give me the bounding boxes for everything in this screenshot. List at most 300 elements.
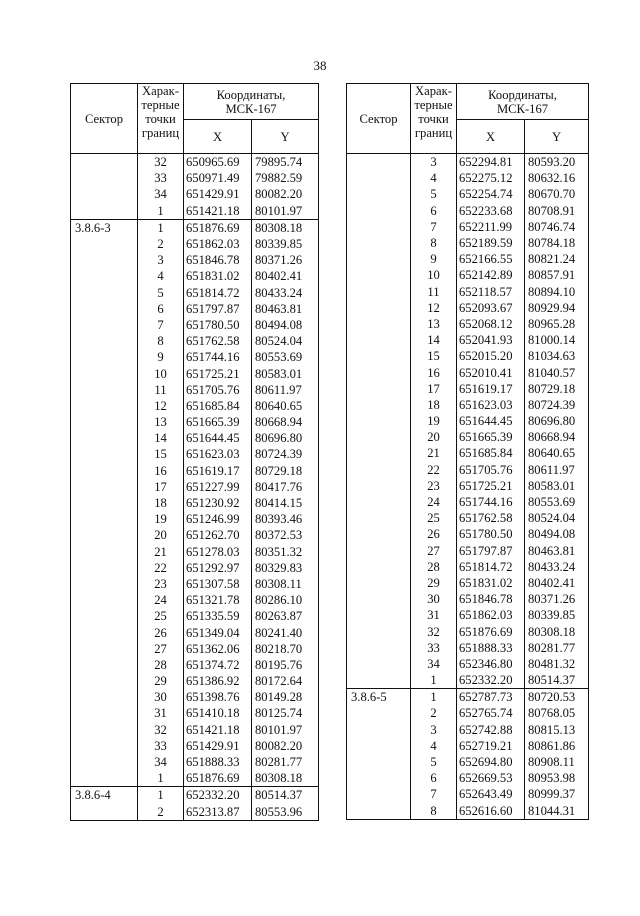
table-row bbox=[347, 170, 589, 186]
y-coordinate-cell: 80670.70 bbox=[525, 186, 589, 202]
x-coordinate-cell: 651846.78 bbox=[457, 591, 525, 607]
y-coordinate-cell: 80514.37 bbox=[525, 672, 589, 689]
y-coordinate-cell: 80729.18 bbox=[252, 463, 319, 479]
sector-cell bbox=[347, 397, 411, 413]
point-cell: 7 bbox=[411, 786, 457, 802]
point-cell: 33 bbox=[138, 738, 184, 754]
table-row bbox=[347, 689, 589, 706]
point-cell: 14 bbox=[138, 430, 184, 446]
point-cell: 18 bbox=[138, 495, 184, 511]
table-row bbox=[347, 656, 589, 672]
point-cell: 33 bbox=[138, 170, 184, 186]
sector-cell bbox=[347, 559, 411, 575]
point-cell: 1 bbox=[138, 770, 184, 787]
y-coordinate-cell: 80101.97 bbox=[252, 203, 319, 220]
header-y: Y bbox=[252, 120, 319, 154]
x-coordinate-cell: 651398.76 bbox=[184, 689, 252, 705]
point-cell: 8 bbox=[411, 803, 457, 820]
y-coordinate-cell: 80668.94 bbox=[252, 414, 319, 430]
table-row bbox=[347, 591, 589, 607]
x-coordinate-cell: 652346.80 bbox=[457, 656, 525, 672]
table-row bbox=[71, 285, 319, 301]
table-row bbox=[71, 463, 319, 479]
x-coordinate-cell: 652166.55 bbox=[457, 251, 525, 267]
y-coordinate-cell: 80371.26 bbox=[525, 591, 589, 607]
header-points-line: точки bbox=[145, 112, 176, 126]
table-row bbox=[347, 381, 589, 397]
x-coordinate-cell: 651374.72 bbox=[184, 657, 252, 673]
table-row bbox=[71, 430, 319, 446]
x-coordinate-cell: 651814.72 bbox=[184, 285, 252, 301]
y-coordinate-cell: 80524.04 bbox=[252, 333, 319, 349]
point-cell: 33 bbox=[411, 640, 457, 656]
y-coordinate-cell: 80402.41 bbox=[525, 575, 589, 591]
table-row bbox=[71, 203, 319, 220]
point-cell: 27 bbox=[411, 543, 457, 559]
table-row bbox=[71, 592, 319, 608]
point-cell: 12 bbox=[138, 398, 184, 414]
x-coordinate-cell: 651725.21 bbox=[457, 478, 525, 494]
y-coordinate-cell: 79895.74 bbox=[252, 154, 319, 171]
point-cell: 16 bbox=[138, 463, 184, 479]
header-x: X bbox=[184, 120, 252, 154]
point-cell: 32 bbox=[138, 722, 184, 738]
x-coordinate-cell: 651797.87 bbox=[184, 301, 252, 317]
table-row bbox=[347, 575, 589, 591]
header-points-line: Харак- bbox=[415, 84, 452, 98]
point-cell: 1 bbox=[138, 203, 184, 220]
x-coordinate-cell: 652068.12 bbox=[457, 316, 525, 332]
y-coordinate-cell: 80640.65 bbox=[252, 398, 319, 414]
table-row bbox=[347, 526, 589, 542]
y-coordinate-cell: 80583.01 bbox=[252, 365, 319, 381]
table-row bbox=[347, 251, 589, 267]
point-cell: 18 bbox=[411, 397, 457, 413]
x-coordinate-cell: 652233.68 bbox=[457, 203, 525, 219]
table-row bbox=[347, 754, 589, 770]
point-cell: 26 bbox=[411, 526, 457, 542]
x-coordinate-cell: 651321.78 bbox=[184, 592, 252, 608]
sector-cell bbox=[71, 333, 138, 349]
sector-cell bbox=[347, 722, 411, 738]
sector-cell bbox=[71, 608, 138, 624]
point-cell: 20 bbox=[411, 429, 457, 445]
table-row bbox=[71, 641, 319, 657]
x-coordinate-cell: 651421.18 bbox=[184, 203, 252, 220]
sector-cell bbox=[347, 170, 411, 186]
sector-cell bbox=[71, 285, 138, 301]
header-points-line: границ bbox=[141, 126, 180, 140]
table-row bbox=[347, 510, 589, 526]
sector-cell bbox=[71, 268, 138, 284]
y-coordinate-cell: 80696.80 bbox=[525, 413, 589, 429]
point-cell: 15 bbox=[138, 446, 184, 462]
point-cell: 11 bbox=[138, 382, 184, 398]
y-coordinate-cell: 80339.85 bbox=[525, 607, 589, 623]
y-coordinate-cell: 80729.18 bbox=[525, 381, 589, 397]
point-cell: 26 bbox=[138, 624, 184, 640]
y-coordinate-cell: 80101.97 bbox=[252, 722, 319, 738]
sector-cell bbox=[347, 154, 411, 171]
y-coordinate-cell: 80965.28 bbox=[525, 316, 589, 332]
sector-cell bbox=[347, 607, 411, 623]
y-coordinate-cell: 80720.53 bbox=[525, 689, 589, 706]
sector-cell bbox=[71, 414, 138, 430]
point-cell: 1 bbox=[138, 219, 184, 236]
x-coordinate-cell: 651685.84 bbox=[457, 445, 525, 461]
x-coordinate-cell: 651362.06 bbox=[184, 641, 252, 657]
table-row bbox=[347, 316, 589, 332]
sector-cell bbox=[347, 284, 411, 300]
table-body bbox=[71, 154, 319, 821]
y-coordinate-cell: 79882.59 bbox=[252, 170, 319, 186]
point-cell: 9 bbox=[138, 349, 184, 365]
point-cell: 17 bbox=[411, 381, 457, 397]
table-row bbox=[347, 462, 589, 478]
y-coordinate-cell: 80724.39 bbox=[252, 446, 319, 462]
y-coordinate-cell: 80082.20 bbox=[252, 738, 319, 754]
sector-cell bbox=[71, 186, 138, 202]
point-cell: 13 bbox=[411, 316, 457, 332]
x-coordinate-cell: 652332.20 bbox=[184, 787, 252, 804]
x-coordinate-cell: 651623.03 bbox=[457, 397, 525, 413]
sector-cell bbox=[347, 738, 411, 754]
x-coordinate-cell: 651665.39 bbox=[184, 414, 252, 430]
sector-cell bbox=[71, 657, 138, 673]
point-cell: 17 bbox=[138, 479, 184, 495]
y-coordinate-cell: 80414.15 bbox=[252, 495, 319, 511]
table-row bbox=[347, 203, 589, 219]
point-cell: 9 bbox=[411, 251, 457, 267]
x-coordinate-cell: 652015.20 bbox=[457, 348, 525, 364]
sector-cell bbox=[71, 576, 138, 592]
table-row bbox=[71, 738, 319, 754]
sector-cell bbox=[71, 301, 138, 317]
x-coordinate-cell: 650965.69 bbox=[184, 154, 252, 171]
point-cell: 28 bbox=[411, 559, 457, 575]
table-header bbox=[347, 84, 589, 154]
table-row bbox=[347, 623, 589, 639]
x-coordinate-cell: 651386.92 bbox=[184, 673, 252, 689]
sector-cell bbox=[71, 317, 138, 333]
point-cell: 25 bbox=[138, 608, 184, 624]
point-cell: 24 bbox=[411, 494, 457, 510]
sector-cell bbox=[71, 170, 138, 186]
point-cell: 12 bbox=[411, 300, 457, 316]
y-coordinate-cell: 80372.53 bbox=[252, 527, 319, 543]
sector-cell bbox=[347, 300, 411, 316]
table-row bbox=[347, 348, 589, 364]
x-coordinate-cell: 651725.21 bbox=[184, 365, 252, 381]
x-coordinate-cell: 651644.45 bbox=[184, 430, 252, 446]
sector-cell: 3.8.6-3 bbox=[71, 219, 138, 236]
table-row bbox=[71, 268, 319, 284]
sector-cell bbox=[71, 349, 138, 365]
y-coordinate-cell: 80668.94 bbox=[525, 429, 589, 445]
table-row bbox=[71, 804, 319, 821]
y-coordinate-cell: 80640.65 bbox=[525, 445, 589, 461]
sector-cell bbox=[347, 640, 411, 656]
point-cell: 2 bbox=[138, 236, 184, 252]
x-coordinate-cell: 651227.99 bbox=[184, 479, 252, 495]
header-coords-line: МСК-167 bbox=[496, 101, 549, 116]
x-coordinate-cell: 651762.58 bbox=[184, 333, 252, 349]
point-cell: 6 bbox=[138, 301, 184, 317]
table-row bbox=[71, 365, 319, 381]
point-cell: 21 bbox=[138, 544, 184, 560]
sector-cell bbox=[71, 430, 138, 446]
y-coordinate-cell: 80821.24 bbox=[525, 251, 589, 267]
x-coordinate-cell: 652694.80 bbox=[457, 754, 525, 770]
point-cell: 2 bbox=[411, 705, 457, 721]
sector-cell bbox=[347, 526, 411, 542]
x-coordinate-cell: 652765.74 bbox=[457, 705, 525, 721]
table-row bbox=[71, 398, 319, 414]
sector-cell: 3.8.6-4 bbox=[71, 787, 138, 804]
point-cell: 34 bbox=[411, 656, 457, 672]
x-coordinate-cell: 652254.74 bbox=[457, 186, 525, 202]
sector-cell bbox=[347, 186, 411, 202]
y-coordinate-cell: 80351.32 bbox=[252, 544, 319, 560]
table-row bbox=[347, 770, 589, 786]
sector-cell bbox=[71, 544, 138, 560]
header-y: Y bbox=[525, 120, 589, 154]
y-coordinate-cell: 80263.87 bbox=[252, 608, 319, 624]
point-cell: 6 bbox=[411, 770, 457, 786]
table-row bbox=[347, 267, 589, 283]
x-coordinate-cell: 651862.03 bbox=[457, 607, 525, 623]
x-coordinate-cell: 652313.87 bbox=[184, 804, 252, 821]
table-row bbox=[71, 689, 319, 705]
point-cell: 31 bbox=[138, 705, 184, 721]
y-coordinate-cell: 80195.76 bbox=[252, 657, 319, 673]
sector-cell bbox=[347, 413, 411, 429]
y-coordinate-cell: 80708.91 bbox=[525, 203, 589, 219]
y-coordinate-cell: 80218.70 bbox=[252, 641, 319, 657]
table-row bbox=[71, 236, 319, 252]
sector-cell bbox=[347, 429, 411, 445]
point-cell: 27 bbox=[138, 641, 184, 657]
y-coordinate-cell: 81044.31 bbox=[525, 803, 589, 820]
table-row bbox=[71, 673, 319, 689]
x-coordinate-cell: 652332.20 bbox=[457, 672, 525, 689]
sector-cell bbox=[71, 463, 138, 479]
x-coordinate-cell: 651644.45 bbox=[457, 413, 525, 429]
point-cell: 15 bbox=[411, 348, 457, 364]
y-coordinate-cell: 80908.11 bbox=[525, 754, 589, 770]
page-number: 38 bbox=[313, 58, 327, 73]
x-coordinate-cell: 652742.88 bbox=[457, 722, 525, 738]
y-coordinate-cell: 80894.10 bbox=[525, 284, 589, 300]
x-coordinate-cell: 652041.93 bbox=[457, 332, 525, 348]
point-cell: 21 bbox=[411, 445, 457, 461]
x-coordinate-cell: 651623.03 bbox=[184, 446, 252, 462]
table-row bbox=[71, 754, 319, 770]
y-coordinate-cell: 80463.81 bbox=[525, 543, 589, 559]
table-row bbox=[347, 235, 589, 251]
point-cell: 34 bbox=[138, 754, 184, 770]
x-coordinate-cell: 651831.02 bbox=[457, 575, 525, 591]
table-row bbox=[71, 560, 319, 576]
point-cell: 4 bbox=[411, 738, 457, 754]
x-coordinate-cell: 651665.39 bbox=[457, 429, 525, 445]
point-cell: 4 bbox=[411, 170, 457, 186]
point-cell: 3 bbox=[138, 252, 184, 268]
x-coordinate-cell: 650971.49 bbox=[184, 170, 252, 186]
point-cell: 25 bbox=[411, 510, 457, 526]
sector-cell bbox=[347, 219, 411, 235]
sector-cell bbox=[71, 641, 138, 657]
point-cell: 10 bbox=[411, 267, 457, 283]
x-coordinate-cell: 651876.69 bbox=[184, 770, 252, 787]
point-cell: 1 bbox=[411, 689, 457, 706]
table-row bbox=[71, 511, 319, 527]
sector-cell bbox=[71, 527, 138, 543]
sector-cell bbox=[71, 495, 138, 511]
sector-cell bbox=[71, 365, 138, 381]
table-row bbox=[347, 607, 589, 623]
point-cell: 8 bbox=[138, 333, 184, 349]
sector-cell bbox=[347, 623, 411, 639]
sector-cell bbox=[347, 381, 411, 397]
point-cell: 23 bbox=[138, 576, 184, 592]
table-row bbox=[347, 219, 589, 235]
x-coordinate-cell: 651814.72 bbox=[457, 559, 525, 575]
header-coords-line: МСК-167 bbox=[225, 101, 277, 116]
y-coordinate-cell: 80417.76 bbox=[252, 479, 319, 495]
x-coordinate-cell: 652189.59 bbox=[457, 235, 525, 251]
x-coordinate-cell: 652142.89 bbox=[457, 267, 525, 283]
y-coordinate-cell: 80784.18 bbox=[525, 235, 589, 251]
point-cell: 4 bbox=[138, 268, 184, 284]
header-coords-line: Координаты, bbox=[488, 87, 557, 102]
y-coordinate-cell: 80514.37 bbox=[252, 787, 319, 804]
x-coordinate-cell: 652643.49 bbox=[457, 786, 525, 802]
coordinates-table-right bbox=[346, 83, 589, 820]
table-row bbox=[71, 414, 319, 430]
table-row bbox=[71, 657, 319, 673]
sector-cell bbox=[71, 511, 138, 527]
y-coordinate-cell: 80125.74 bbox=[252, 705, 319, 721]
table-row bbox=[71, 576, 319, 592]
point-cell: 11 bbox=[411, 284, 457, 300]
y-coordinate-cell: 80308.18 bbox=[252, 770, 319, 787]
sector-cell bbox=[71, 592, 138, 608]
x-coordinate-cell: 652787.73 bbox=[457, 689, 525, 706]
sector-cell bbox=[347, 203, 411, 219]
x-coordinate-cell: 651762.58 bbox=[457, 510, 525, 526]
x-coordinate-cell: 651292.97 bbox=[184, 560, 252, 576]
table-row bbox=[347, 332, 589, 348]
x-coordinate-cell: 651705.76 bbox=[184, 382, 252, 398]
y-coordinate-cell: 80082.20 bbox=[252, 186, 319, 202]
table-row bbox=[347, 640, 589, 656]
x-coordinate-cell: 651846.78 bbox=[184, 252, 252, 268]
sector-cell bbox=[347, 348, 411, 364]
x-coordinate-cell: 651888.33 bbox=[184, 754, 252, 770]
header-points-line: терные bbox=[141, 98, 180, 112]
x-coordinate-cell: 651619.17 bbox=[184, 463, 252, 479]
y-coordinate-cell: 80724.39 bbox=[525, 397, 589, 413]
point-cell: 3 bbox=[411, 722, 457, 738]
x-coordinate-cell: 652719.21 bbox=[457, 738, 525, 754]
point-cell: 24 bbox=[138, 592, 184, 608]
y-coordinate-cell: 80524.04 bbox=[525, 510, 589, 526]
x-coordinate-cell: 652275.12 bbox=[457, 170, 525, 186]
point-cell: 32 bbox=[138, 154, 184, 171]
table-row bbox=[71, 527, 319, 543]
y-coordinate-cell: 80696.80 bbox=[252, 430, 319, 446]
y-coordinate-cell: 80929.94 bbox=[525, 300, 589, 316]
y-coordinate-cell: 80553.96 bbox=[252, 804, 319, 821]
y-coordinate-cell: 81040.57 bbox=[525, 364, 589, 380]
point-cell: 7 bbox=[411, 219, 457, 235]
table-row bbox=[347, 705, 589, 721]
x-coordinate-cell: 652118.57 bbox=[457, 284, 525, 300]
x-coordinate-cell: 651744.16 bbox=[457, 494, 525, 510]
x-coordinate-cell: 651780.50 bbox=[184, 317, 252, 333]
y-coordinate-cell: 80281.77 bbox=[525, 640, 589, 656]
y-coordinate-cell: 80393.46 bbox=[252, 511, 319, 527]
y-coordinate-cell: 80999.37 bbox=[525, 786, 589, 802]
table-row bbox=[347, 494, 589, 510]
y-coordinate-cell: 80149.28 bbox=[252, 689, 319, 705]
point-cell: 5 bbox=[138, 285, 184, 301]
sector-cell bbox=[71, 770, 138, 787]
sector-cell bbox=[347, 543, 411, 559]
sector-cell bbox=[71, 252, 138, 268]
x-coordinate-cell: 651888.33 bbox=[457, 640, 525, 656]
sector-cell bbox=[347, 803, 411, 820]
sector-cell bbox=[347, 672, 411, 689]
sector-cell bbox=[347, 462, 411, 478]
point-cell: 31 bbox=[411, 607, 457, 623]
header-coords-line: Координаты, bbox=[216, 87, 286, 102]
y-coordinate-cell: 80953.98 bbox=[525, 770, 589, 786]
point-cell: 7 bbox=[138, 317, 184, 333]
y-coordinate-cell: 80815.13 bbox=[525, 722, 589, 738]
y-coordinate-cell: 80861.86 bbox=[525, 738, 589, 754]
y-coordinate-cell: 80241.40 bbox=[252, 624, 319, 640]
header-x: X bbox=[457, 120, 525, 154]
x-coordinate-cell: 652294.81 bbox=[457, 154, 525, 171]
y-coordinate-cell: 81000.14 bbox=[525, 332, 589, 348]
sector-cell bbox=[347, 656, 411, 672]
y-coordinate-cell: 80329.83 bbox=[252, 560, 319, 576]
sector-cell bbox=[71, 754, 138, 770]
y-coordinate-cell: 80463.81 bbox=[252, 301, 319, 317]
x-coordinate-cell: 651246.99 bbox=[184, 511, 252, 527]
point-cell: 34 bbox=[138, 186, 184, 202]
table-row bbox=[71, 349, 319, 365]
y-coordinate-cell: 80583.01 bbox=[525, 478, 589, 494]
x-coordinate-cell: 651862.03 bbox=[184, 236, 252, 252]
table-row bbox=[347, 803, 589, 820]
table-row bbox=[71, 608, 319, 624]
table-row bbox=[71, 787, 319, 804]
y-coordinate-cell: 80611.97 bbox=[525, 462, 589, 478]
point-cell: 1 bbox=[411, 672, 457, 689]
table-row bbox=[347, 559, 589, 575]
table-row bbox=[347, 478, 589, 494]
y-coordinate-cell: 80308.18 bbox=[252, 219, 319, 236]
table-row bbox=[71, 705, 319, 721]
sector-cell bbox=[347, 591, 411, 607]
table-row bbox=[71, 479, 319, 495]
sector-cell bbox=[71, 738, 138, 754]
point-cell: 30 bbox=[138, 689, 184, 705]
y-coordinate-cell: 80494.08 bbox=[525, 526, 589, 542]
